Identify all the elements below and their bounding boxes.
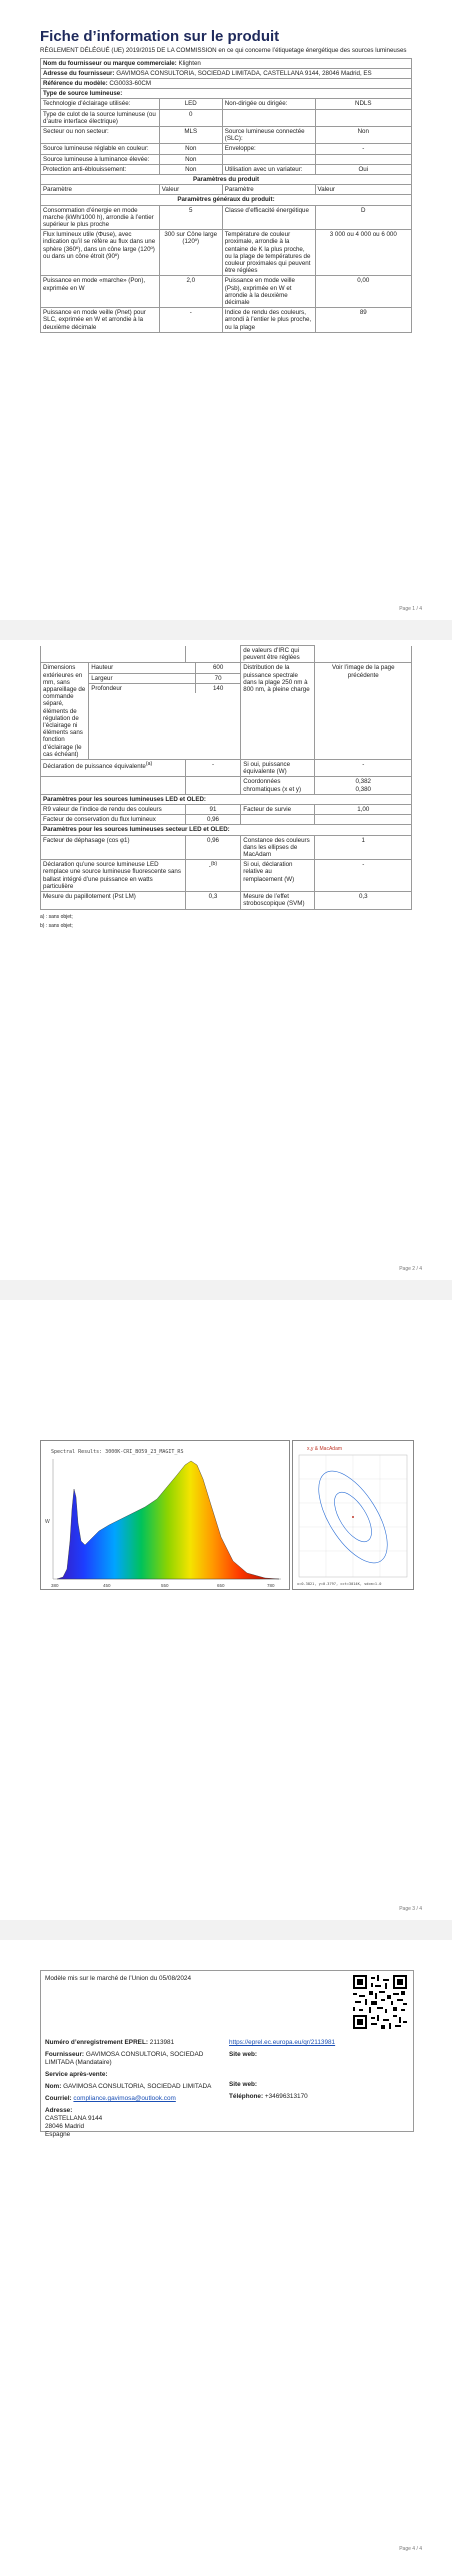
dimension-width-value: 70 [195,673,240,683]
spectrum-tick-label: 650 [217,1583,225,1588]
page-number: Page 1 / 4 [399,606,422,612]
mains-led-parameters-header: Paramètres pour les sources lumineuses secteur LED et OLED: [41,825,412,835]
page-number: Page 3 / 4 [399,1906,422,1912]
dimension-depth-value: 140 [212,684,224,692]
ellipse-title: x,y & MacAdam [307,1446,343,1452]
page-4 [0,1940,452,2560]
spectrum-tick-label: 550 [161,1583,169,1588]
supplier-value: GAVIMOSA CONSULTORIA, SOCIEDAD LIMITADA (Mandataire) [45,2051,204,2066]
table-row: Source lumineuse à luminance élevée: Non [41,154,412,164]
table-row: Puissance en mode veille (Pnet) pour SLC, exprimée en W et arrondie à la deuxième décimale - Indice de rendu des couleurs, arrondi à l’entier le plus proche, ou la plage 89 [41,308,412,333]
eprel-label: Numéro d’enregistrement EPREL: [45,2039,148,2046]
dimension-depth-label: Profondeur [89,683,195,693]
table-row: Protection anti-éblouissement: Non Utilisation avec un variateur: Oui [41,164,412,174]
table-row: Secteur ou non secteur: MLS Source lumineuse connectée (SLC): Non [41,126,412,143]
spectrum-curve [57,1461,279,1579]
macadam-ellipse-graph [292,1440,414,1590]
qr-code[interactable] [353,1975,407,2029]
chromaticity-row: Coordonnées chromatiques (x et y) 0,382 0,380 [41,777,412,794]
ellipse-chart [293,1441,413,1589]
page-3 [0,1300,452,1920]
table-row: Déclaration qu’une source lumineuse LED remplace une source lumineuse fluorescente sans ballast intégré d’une puissance en watts particulière -$^{(b)}$ Si oui, déclaration relative au remplacement (W) - [41,860,412,892]
phone-label: Téléphone: [229,2093,264,2100]
table-row: Puissance en mode «marche» (Pon), exprimée en W 2,0 Puissance en mode veille (Psb), exprimée en W et arrondie à la deuxième décimale 0,00 [41,276,412,308]
email-link[interactable]: compliance.gavimosa@outlook.com [73,2095,176,2102]
spectrum-chart [41,1441,289,1589]
model-reference-row: Référence du modèle: CG0033-60CM [41,78,412,88]
address-line: CASTELLANA 9144 [45,2115,103,2122]
product-parameters-header: Paramètres du produit [41,174,412,184]
table-row: Flux lumineux utile (Φuse), avec indication qu’il se réfère au flux dans une sphère (360º), dans un cône large (120º) ou dans un cône étroit (90º) 300 sur Cône large (120º) Température de couleur proximale, arrondie à la centaine de K la plus proche, ou la plage de températures de couleur proximales qui peuvent être réglées 3 000 ou 4 000 ou 6 000 [41,230,412,276]
product-info-table-continued [40,645,412,910]
supplier-trademark-row: Nom du fournisseur ou marque commerciale: Klighten [41,58,412,68]
dimension-height-label: Hauteur [89,663,195,673]
footnote-a: a) : sans objet; [40,913,73,920]
spectrum-title: Spectral Results: 3000K-CRI_BO59_23_MAGIT_RS [51,1449,184,1455]
page-number: Page 2 / 4 [399,1266,422,1272]
address-line: 28046 Madrid [45,2123,85,2130]
table-row: Facteur de conservation du flux lumineux 0,96 [41,815,412,825]
table-row: Consommation d’énergie en mode marche (kWh/1000 h), arrondie à l’entier supérieur le plus proche 5 Classe d’efficacité énergétique D [41,205,412,230]
table-row: Technologie d’éclairage utilisée: LED Non-dirigée ou dirigée: NDLS [41,99,412,109]
table-row: de valeurs d’IRC qui peuvent être réglées [41,646,412,663]
table-row: R9 valeur de l’indice de rendu des couleurs 91 Facteur de survie 1,00 [41,805,412,815]
regulation-text: RÈGLEMENT DÉLÉGUÉ (UE) 2019/2015 DE LA COMMISSION en ce qui concerne l’étiquetage énergétique des sources lumineuses [40,47,407,54]
document-title: Fiche d’information sur le produit [40,28,280,45]
after-sales-heading: Service après-vente: [45,2071,108,2078]
spectral-distribution-graph [40,1440,290,1590]
led-parameters-header: Paramètres pour les sources lumineuses LED et OLED: [41,794,412,804]
dimensions-row: Dimensions extérieures en mm, sans appareillage de commande séparé, éléments de régulation de l’éclairage ni éléments sans fonction d’éclairage (le cas échéant) Hauteur 600 Largeur 70 Profondeur 140 Distribution de la puissance spectrale dans la plage 250 nm à 800 nm, à pleine charge Voir l’image de la page précédente [41,663,412,760]
table-row: Mesure du papillotement (Pst LM) 0,3 Mesure de l’effet stroboscopique (SVM) 0,3 [41,892,412,909]
light-source-type-header: Type de source lumineuse: [41,89,412,99]
column-header-row: Paramètre Valeur Paramètre Valeur [41,185,412,195]
page-number: Page 4 / 4 [399,2546,422,2552]
page-2 [0,640,452,1280]
email-label: Courriel: [45,2095,72,2102]
product-info-table [40,58,412,333]
phone-value: +34696313170 [264,2093,308,2100]
eprel-link[interactable]: https://eprel.ec.europa.eu/qr/2113981 [229,2039,336,2046]
name-value: GAVIMOSA CONSULTORIA, SOCIEDAD LIMITADA [63,2083,212,2090]
footnote-b: b) : sans objet; [40,922,73,929]
ellipse-footer: x=0.3821, y=0.3797, cct=3014K, sdcm=1.0 [297,1582,382,1586]
address-label: Adresse: [45,2107,73,2114]
website-label: Site web: [229,2051,258,2058]
dimension-width-label: Largeur [89,673,195,683]
chromaticity-y: 0,380 [355,785,371,793]
equivalent-power-row: Déclaration de puissance équivalente$^{(a)}$ - Si oui, puissance équivalente (W) - [41,760,412,777]
supplier-address-row: Adresse du fournisseur: GAVIMOSA CONSULTORIA, SOCIEDAD LIMITADA, CASTELLANA 9144, 28046 Madrid, ES [41,68,412,78]
page-1 [0,0,452,620]
table-row: Source lumineuse réglable en couleur: Non Enveloppe: - [41,144,412,154]
market-date: Modèle mis sur le marché de l’Union du 05/08/2024 [45,1975,192,1982]
eprel-number: 2113981 [149,2039,175,2046]
table-row: Type de culot de la source lumineuse (ou d’autre interface électrique) 0 [41,109,412,126]
spectrum-tick-label: 380 [51,1583,59,1588]
general-parameters-header: Paramètres généraux du produit: [41,195,412,205]
chromaticity-point [352,1516,354,1518]
spectrum-tick-label: 780 [267,1583,275,1588]
website-label-2: Site web: [229,2081,258,2088]
supplier-label: Fournisseur: [45,2051,85,2058]
chromaticity-x: 0,382 [355,778,371,786]
spectrum-tick-label: 450 [103,1583,111,1588]
address-line: Espagne [45,2131,71,2138]
name-label: Nom: [45,2083,62,2090]
dimension-height-value: 600 [195,663,240,673]
spectrum-y-axis-label: W [45,1519,50,1525]
table-row: Facteur de déphasage (cos φ1) 0,96 Constance des couleurs dans les ellipses de MacAdam 1 [41,835,412,860]
